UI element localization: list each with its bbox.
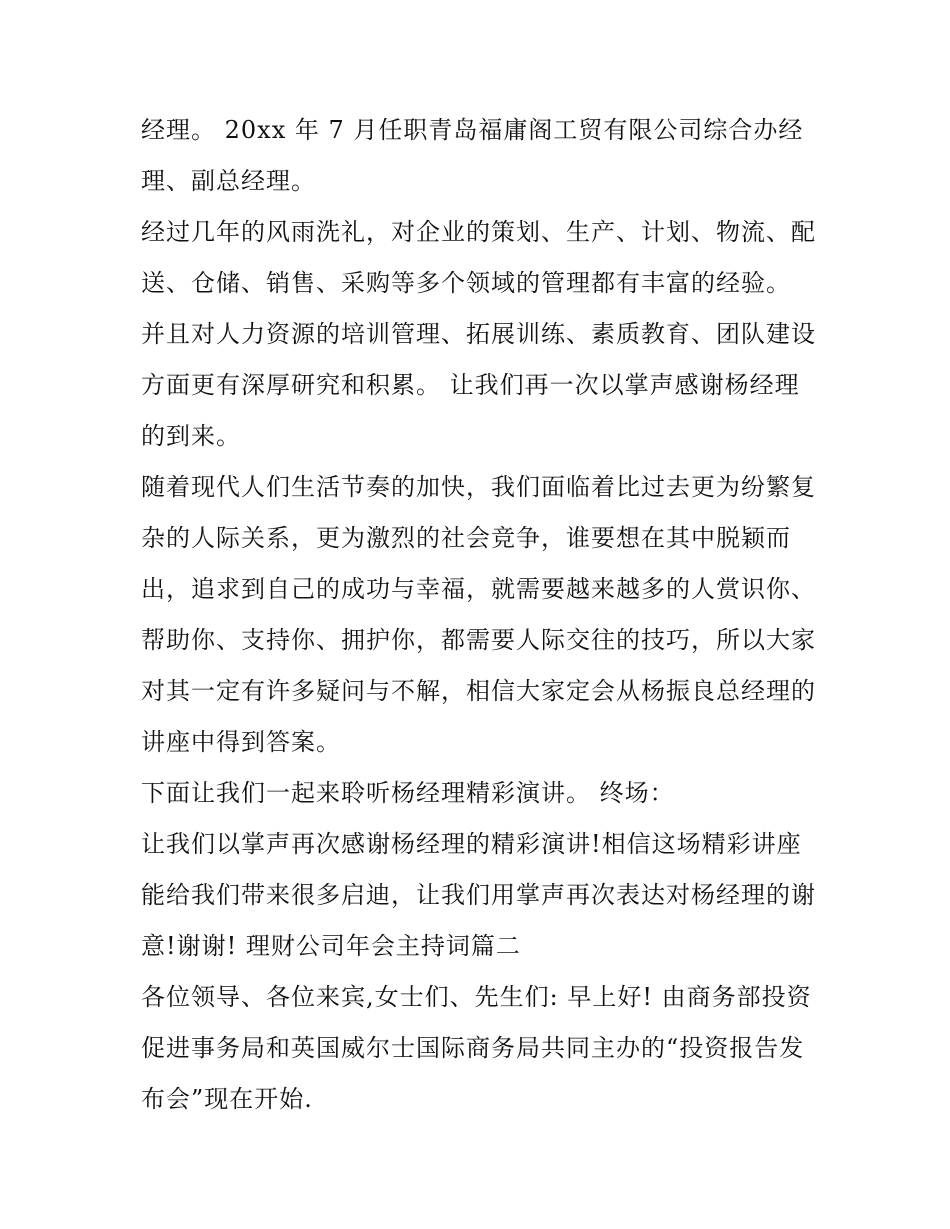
text-line-12: 对其一定有许多疑问与不解，相信大家定会从杨振良总经理的 [141, 677, 816, 705]
text-line-4: 送、仓储、销售、采购等多个领域的管理都有丰富的经验。 [141, 269, 791, 297]
text-line-1: 经理。 20xx 年 7 月任职青岛福庸阁工贸有限公司综合办经 [141, 116, 804, 144]
text-line-19: 促进事务局和英国威尔士国际商务局共同主办的“投资报告发 [141, 1034, 805, 1062]
text-line-10: 出，追求到自己的成功与幸福，就需要越来越多的人赏识你、 [141, 575, 816, 603]
text-line-15: 让我们以掌声再次感谢杨经理的精彩演讲!相信这场精彩讲座 [141, 830, 802, 858]
text-line-13: 讲座中得到答案。 [141, 728, 341, 756]
text-line-6: 方面更有深厚研究和积累。 让我们再一次以掌声感谢杨经理 [141, 371, 800, 399]
text-line-8: 随着现代人们生活节奏的加快，我们面临着比过去更为纷繁复 [141, 473, 816, 501]
text-line-5: 并且对人力资源的培训管理、拓展训练、素质教育、团队建设 [141, 320, 816, 348]
text-line-17: 意!谢谢! 理财公司年会主持词篇二 [141, 932, 521, 960]
text-line-2: 理、副总经理。 [141, 167, 316, 195]
text-line-11: 帮助你、支持你、拥护你，都需要人际交往的技巧，所以大家 [141, 626, 816, 654]
text-line-18: 各位领导、各位来宾,女士们、先生们: 早上好! 由商务部投资 [141, 983, 812, 1011]
text-line-14: 下面让我们一起来聆听杨经理精彩演讲。 终场： [141, 779, 675, 807]
text-line-7: 的到来。 [141, 422, 241, 450]
text-line-16: 能给我们带来很多启迪，让我们用掌声再次表达对杨经理的谢 [141, 881, 816, 909]
text-line-20: 布会”现在开始. [141, 1085, 313, 1113]
text-line-9: 杂的人际关系，更为激烈的社会竞争，谁要想在其中脱颖而 [141, 524, 791, 552]
document-body [141, 110, 831, 1130]
text-line-3: 经过几年的风雨洗礼，对企业的策划、生产、计划、物流、配 [141, 218, 816, 246]
